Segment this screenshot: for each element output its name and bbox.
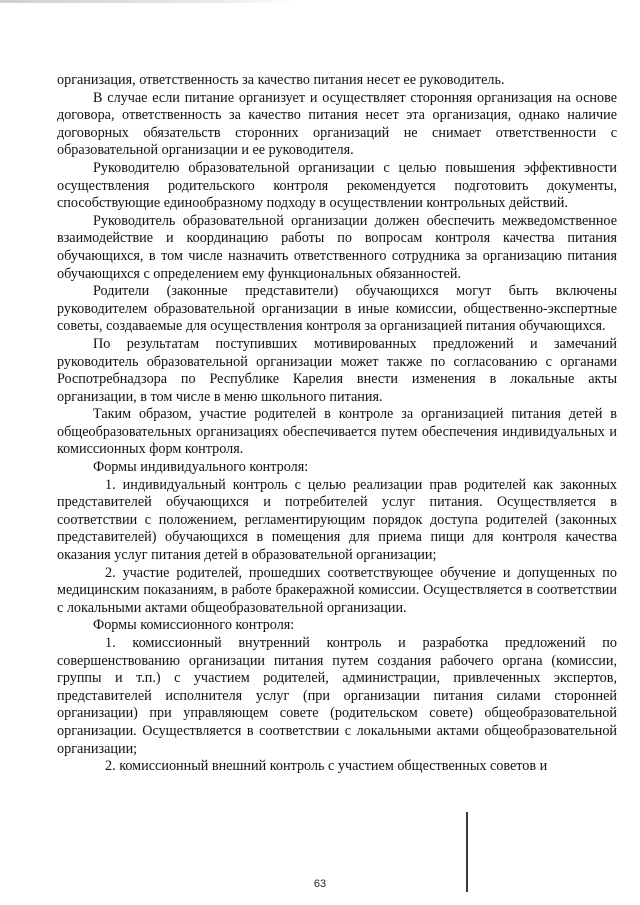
- scan-edge-line: [0, 0, 300, 3]
- list-item-commission-1: 1. комиссионный внутренний контроль и разработка предложений по совершенствованию организации питания путем создания рабочего органа (комиссии, группы и т.п.) с участием родителей, администрации, привлеченных экспертов, представителей исполнителя услуг (при организации питания силами сторонней организации) при управляющем совете (родительском совете) общеобразовательной организации. Осуществляется в соответствии с локальными актами общеобразовательной организации;: [57, 635, 617, 757]
- paragraph-conclusion: Таким образом, участие родителей в контроле за организацией питания детей в общеобразовательных организациях обеспечивается путем обеспечения индивидуальных и комиссионных форм контроля.: [57, 406, 617, 458]
- paragraph-head-recommendation: Руководителю образовательной организации с целью повышения эффективности осуществления родительского контроля рекомендуется подготовить документы, способствующие единообразному подходу в осуществлении контрольных действий.: [57, 159, 617, 212]
- heading-commission-control: Формы комиссионного контроля:: [93, 617, 295, 634]
- paragraph-third-party-catering: В случае если питание организует и осуществляет сторонняя организация на основе договора, ответственность за качество питания несет эта организация, однако наличие договорных обязательств сторонних организаций не снимает ответственности с образовательной организации и ее руководителя.: [57, 89, 617, 159]
- paragraph-continuation: организация, ответственность за качество питания несет ее руководитель.: [57, 72, 505, 88]
- list-item-individual-1: 1. индивидуальный контроль с целью реализации прав родителей как законных представителей обучающихся и потребителей услуг питания. Осуществляется в соответствии с положением, регламентирующим порядок доступа родителей (законных представителей) обучающихся в помещения для приема пищи для контроля качества оказания услуг питания детей в образовательной организации;: [57, 476, 617, 564]
- list-item-individual-2: 2. участие родителей, прошедших соответствующее обучение и допущенных по медицинским показаниям, в работе бракеражной комиссии. Осуществляется в соответствии с локальными актами общеобразовательной организации.: [57, 564, 617, 616]
- paragraph-head-duties: Руководитель образовательной организации должен обеспечить межведомственное взаимодействие и координацию работы по вопросам контроля качества питания обучающихся, в том числе назначить ответственного сотрудника за организацию питания обучающихся с определением ему функциональных обязанностей.: [57, 212, 617, 282]
- paragraph-parents-commissions: Родители (законные представители) обучающихся могут быть включены руководителем образовательной организации в иные комиссии, общественно-экспертные советы, создаваемые для осуществления контроля за организацией питания обучающихся.: [57, 283, 617, 335]
- paragraph-results-changes: По результатам поступивших мотивированных предложений и замечаний руководитель образовательной организации может также по согласованию с органами Роспотребнадзора по Республике Карелия внести изменения в локальные акты организации, в том числе в меню школьного питания.: [57, 335, 617, 405]
- heading-individual-control: Формы индивидуального контроля:: [93, 459, 309, 476]
- list-item-commission-2: 2. комиссионный внешний контроль с участием общественных советов и: [105, 758, 548, 775]
- document-body: [57, 72, 617, 776]
- page-number: 63: [313, 878, 327, 890]
